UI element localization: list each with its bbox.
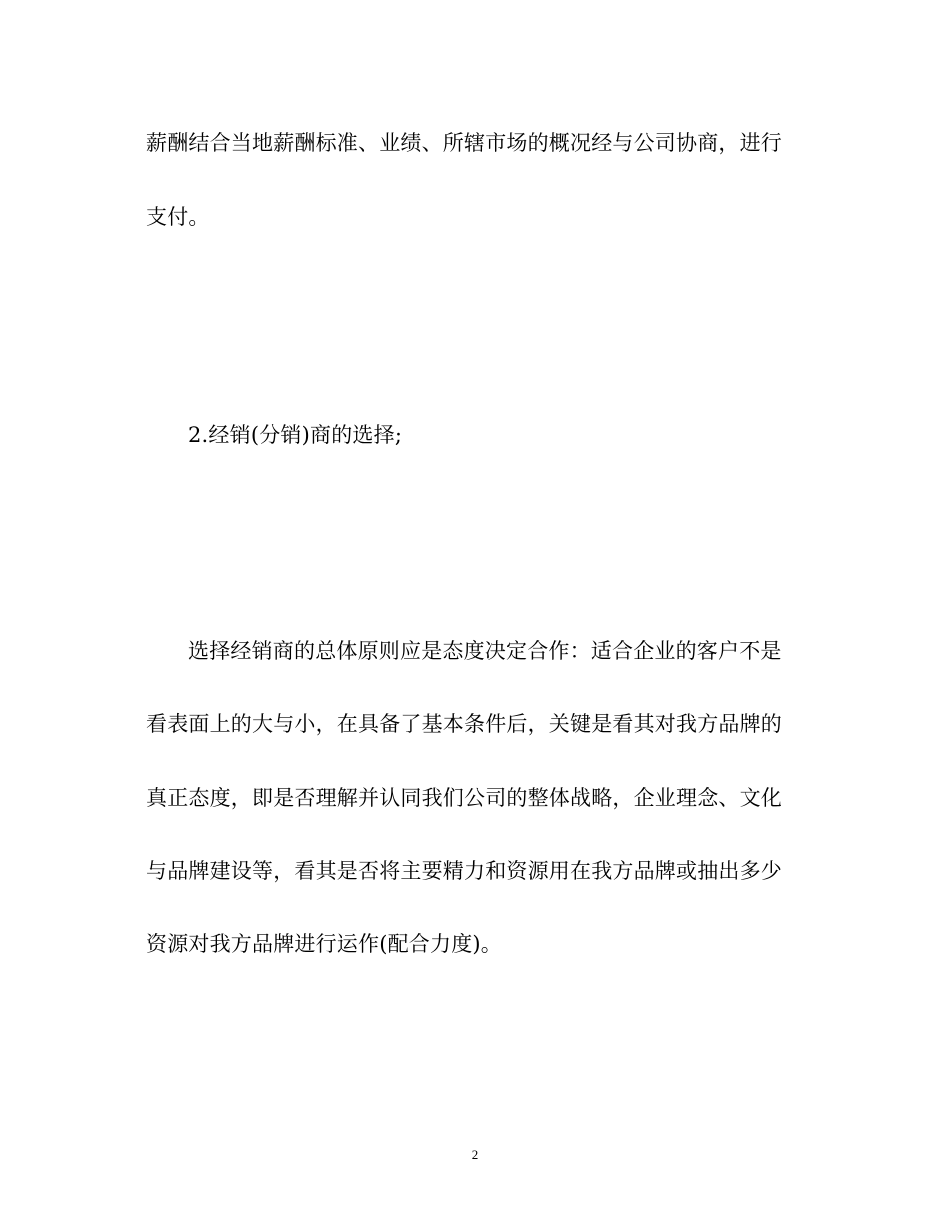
section-heading: 2.经销(分销)商的选择; (188, 423, 403, 447)
paragraph-1-line-1: 薪酬结合当地薪酬标准、业绩、所辖市场的概况经与公司协商，进行 (146, 131, 782, 155)
page-number: 2 (471, 1147, 479, 1162)
paragraph-2-line-1: 选择经销商的总体原则应是态度决定合作：适合企业的客户不是 (188, 639, 782, 663)
paragraph-2-line-4: 与品牌建设等，看其是否将主要精力和资源用在我方品牌或抽出多少 (146, 859, 782, 883)
paragraph-1-line-2: 支付。 (146, 205, 210, 229)
paragraph-2-line-3: 真正态度，即是否理解并认同我们公司的整体战略，企业理念、文化 (146, 786, 782, 810)
paragraph-2-line-5: 资源对我方品牌进行运作(配合力度)。 (146, 932, 502, 956)
paragraph-2-line-2: 看表面上的大与小，在具备了基本条件后，关键是看其对我方品牌的 (146, 712, 782, 736)
